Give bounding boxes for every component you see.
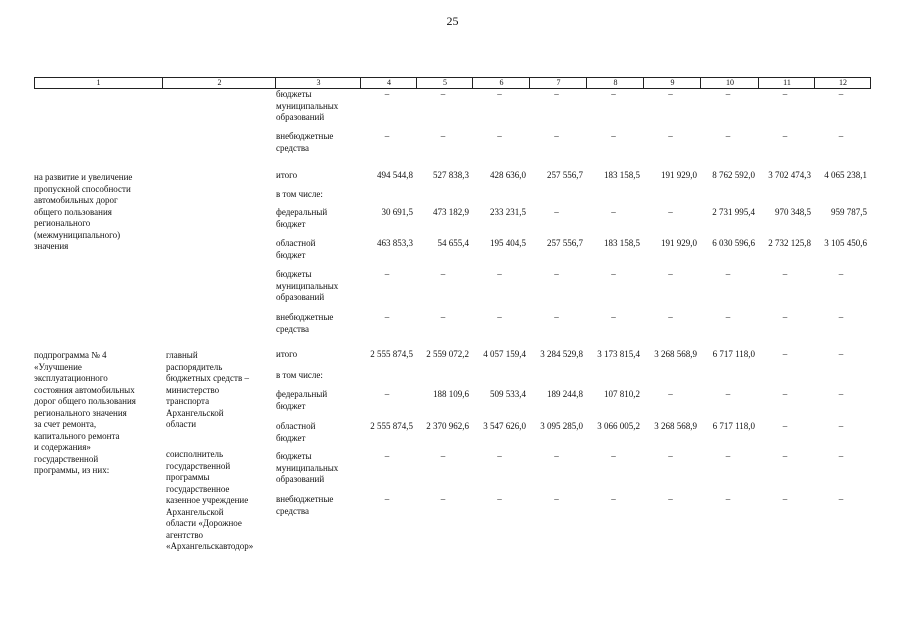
table-header-row [34, 77, 871, 89]
value-cell-col-12: – [838, 131, 844, 141]
row-type-label: федеральный бюджет [276, 389, 328, 411]
row-type-label: бюджеты муниципальных образований [276, 451, 339, 484]
value-cell-col-4: 2 555 874,5 [370, 349, 413, 359]
value-cell-col-12: 4 065 238,1 [824, 170, 867, 180]
value-cell-col-5: 54 655,4 [437, 238, 469, 248]
value-cell-col-6: 195 404,5 [490, 238, 526, 248]
column-header-10: 10 [700, 78, 759, 88]
value-cell-col-5: – [440, 312, 446, 322]
value-cell-col-12: 3 105 450,6 [824, 238, 867, 248]
value-cell-col-11: – [782, 451, 788, 461]
value-cell-col-7: – [554, 312, 559, 322]
value-cell-col-8: 183 158,5 [604, 238, 640, 248]
row-type-label: областной бюджет [276, 421, 316, 443]
column-header-8: 8 [586, 78, 644, 88]
column-header-11: 11 [758, 78, 815, 88]
value-cell-col-6: 4 057 159,4 [483, 349, 526, 359]
row-type-label: бюджеты муниципальных образований [276, 89, 339, 122]
value-cell-col-12: – [838, 494, 844, 504]
value-cell-col-10: – [725, 131, 731, 141]
value-cell-col-10: 6 717 118,0 [712, 421, 755, 431]
value-cell-col-10: – [725, 451, 731, 461]
value-cell-col-4: – [384, 89, 390, 99]
value-cell-col-6: – [497, 89, 502, 99]
value-cell-col-9: – [668, 207, 673, 217]
value-cell-col-10: 8 762 592,0 [712, 170, 755, 180]
value-cell-col-4: 2 555 874,5 [370, 421, 413, 431]
value-cell-col-6: – [497, 312, 502, 322]
value-cell-col-8: 3 173 815,4 [597, 349, 640, 359]
column-header-9: 9 [643, 78, 701, 88]
value-cell-col-9: – [668, 312, 673, 322]
value-cell-col-10: – [725, 269, 731, 279]
value-cell-col-6: 509 533,4 [490, 389, 526, 399]
row-type-label: итого [276, 349, 298, 359]
row-type-label: внебюджетные средства [276, 312, 334, 334]
value-cell-col-9: 3 268 568,9 [654, 349, 697, 359]
value-cell-col-9: – [668, 389, 673, 399]
value-cell-col-7: 257 556,7 [547, 170, 583, 180]
value-cell-col-6: – [497, 131, 502, 141]
value-cell-col-11: – [782, 494, 788, 504]
value-cell-col-7: – [554, 207, 559, 217]
value-cell-col-7: 3 284 529,8 [540, 349, 583, 359]
value-cell-col-10: – [725, 389, 731, 399]
value-cell-col-7: 3 095 285,0 [540, 421, 583, 431]
value-cell-col-6: 3 547 626,0 [483, 421, 526, 431]
value-cell-col-5: 2 559 072,2 [426, 349, 469, 359]
value-cell-col-5: – [440, 451, 446, 461]
value-cell-col-7: – [554, 131, 559, 141]
value-cell-col-6: 428 636,0 [490, 170, 526, 180]
value-cell-col-12: – [838, 389, 844, 399]
value-cell-col-12: – [838, 349, 844, 359]
value-cell-col-4: 494 544,8 [377, 170, 413, 180]
row-type-label: в том числе: [276, 370, 323, 380]
value-cell-col-12: – [838, 451, 844, 461]
value-cell-col-9: – [668, 451, 673, 461]
value-cell-col-7: 257 556,7 [547, 238, 583, 248]
value-cell-col-5: – [440, 494, 446, 504]
value-cell-col-8: – [611, 89, 616, 99]
row-type-label: в том числе: [276, 189, 323, 199]
value-cell-col-6: – [497, 269, 502, 279]
value-cell-col-11: – [782, 89, 788, 99]
value-cell-col-4: 463 853,3 [377, 238, 413, 248]
value-cell-col-6: – [497, 451, 502, 461]
row-type-label: областной бюджет [276, 238, 316, 260]
value-cell-col-7: 189 244,8 [547, 389, 583, 399]
value-cell-col-9: 191 929,0 [661, 170, 697, 180]
value-cell-col-9: – [668, 89, 673, 99]
value-cell-col-8: – [611, 312, 616, 322]
value-cell-col-11: 970 348,5 [775, 207, 811, 217]
value-cell-col-4: – [384, 389, 390, 399]
row-type-label: внебюджетные средства [276, 494, 334, 516]
value-cell-col-4: 30 691,5 [381, 207, 413, 217]
value-cell-col-10: 6 030 596,6 [712, 238, 755, 248]
value-cell-col-5: 527 838,3 [433, 170, 469, 180]
value-cell-col-11: 3 702 474,3 [768, 170, 811, 180]
value-cell-col-7: – [554, 89, 559, 99]
value-cell-col-8: – [611, 131, 616, 141]
value-cell-col-11: – [782, 421, 788, 431]
column-header-1: 1 [96, 78, 101, 87]
value-cell-col-4: – [384, 131, 390, 141]
row-type-label: бюджеты муниципальных образований [276, 269, 339, 302]
column-header-7: 7 [529, 78, 587, 88]
value-cell-col-6: – [497, 494, 502, 504]
value-cell-col-8: – [611, 207, 616, 217]
value-cell-col-10: 6 717 118,0 [712, 349, 755, 359]
column-header-3: 3 [275, 78, 361, 88]
value-cell-col-9: – [668, 131, 673, 141]
value-cell-col-12: – [838, 421, 844, 431]
value-cell-col-9: – [668, 494, 673, 504]
value-cell-col-7: – [554, 494, 559, 504]
row-label-subprogram-4: подпрограмма № 4 «Улучшение эксплуатационного состояния автомобильных дорог общего пользования регионального значения за счет ремонта, капитального ремонта и содержания» государственной программы, из них: [34, 350, 136, 475]
value-cell-col-11: – [782, 269, 788, 279]
value-cell-col-8: – [611, 494, 616, 504]
row-type-label: внебюджетные средства [276, 131, 334, 153]
value-cell-col-8: 107 810,2 [604, 389, 640, 399]
column-header-4: 4 [360, 78, 417, 88]
column-header-12: 12 [814, 78, 871, 88]
value-cell-col-5: – [440, 269, 446, 279]
value-cell-col-12: – [838, 89, 844, 99]
value-cell-col-8: – [611, 451, 616, 461]
value-cell-col-4: – [384, 312, 390, 322]
value-cell-col-8: – [611, 269, 616, 279]
value-cell-col-10: – [725, 494, 731, 504]
value-cell-col-5: – [440, 131, 446, 141]
value-cell-col-9: 3 268 568,9 [654, 421, 697, 431]
value-cell-col-4: – [384, 451, 390, 461]
value-cell-col-11: – [782, 131, 788, 141]
value-cell-col-8: 3 066 005,2 [597, 421, 640, 431]
column-header-6: 6 [472, 78, 530, 88]
value-cell-col-11: – [782, 349, 788, 359]
value-cell-col-5: – [440, 89, 446, 99]
value-cell-col-7: – [554, 451, 559, 461]
value-cell-col-12: – [838, 269, 844, 279]
value-cell-col-5: 2 370 962,6 [426, 421, 469, 431]
value-cell-col-8: 183 158,5 [604, 170, 640, 180]
value-cell-col-11: – [782, 312, 788, 322]
value-cell-col-10: 2 731 995,4 [712, 207, 755, 217]
value-cell-col-12: – [838, 312, 844, 322]
column-header-2: 2 [162, 78, 276, 88]
chief-administrator-label: главный распорядитель бюджетных средств – министерство транспорта Архангельской области [166, 350, 249, 429]
value-cell-col-9: 191 929,0 [661, 238, 697, 248]
value-cell-col-9: – [668, 269, 673, 279]
value-cell-col-5: 473 182,9 [433, 207, 469, 217]
value-cell-col-12: 959 787,5 [831, 207, 867, 217]
value-cell-col-11: 2 732 125,8 [768, 238, 811, 248]
value-cell-col-10: – [725, 312, 731, 322]
page-number: 25 [446, 14, 459, 28]
value-cell-col-6: 233 231,5 [490, 207, 526, 217]
row-type-label: федеральный бюджет [276, 207, 328, 229]
column-header-5: 5 [416, 78, 473, 88]
row-type-label: итого [276, 170, 298, 180]
value-cell-col-11: – [782, 389, 788, 399]
value-cell-col-4: – [384, 269, 390, 279]
value-cell-col-10: – [725, 89, 731, 99]
row-label-road-development: на развитие и увеличение пропускной способности автомобильных дорог общего пользования регионального (межмуниципального) значения [34, 172, 133, 251]
co-executor-label: соисполнитель государственной программы государственное казенное учреждение Архангельской области «Дорожное агентство «Архангельскавтодор» [166, 449, 254, 551]
value-cell-col-4: – [384, 494, 390, 504]
value-cell-col-7: – [554, 269, 559, 279]
value-cell-col-5: 188 109,6 [433, 389, 469, 399]
